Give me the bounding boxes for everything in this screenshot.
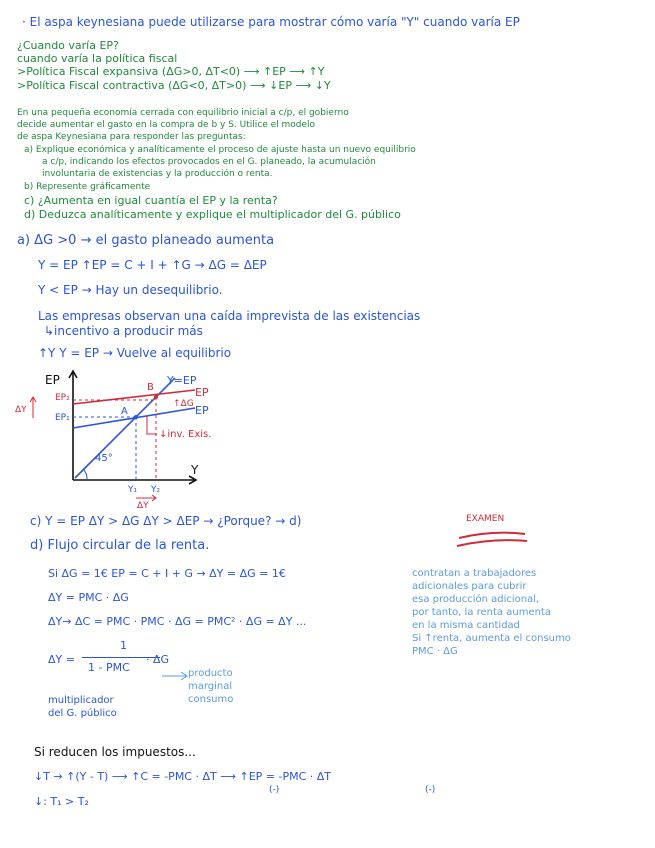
frac-post: · ΔG — [146, 653, 170, 666]
line-45 — [75, 378, 175, 478]
note-line: esa producción adicional, — [412, 594, 540, 605]
intro-q3: >Política Fiscal expansiva (ΔG>0, ΔT<0) ⟶ ↑EP ⟶ ↑Y — [17, 65, 325, 78]
dy-bottom-label: ΔY — [137, 501, 149, 508]
intro-q1: ¿Cuando varía EP? — [17, 39, 119, 52]
answer-d-l1: Si ΔG = 1€ EP = C + I + G → ΔY = ΔG = 1€ — [48, 567, 286, 580]
pmc-arrow — [160, 670, 190, 682]
ep1-label: EP₁ — [55, 413, 70, 423]
inv-label: ↓inv. Exis. — [159, 429, 212, 440]
frac-pre: ΔY = — [48, 653, 75, 666]
note-line: contratan a trabajadores — [412, 568, 537, 579]
x-axis-label: Y — [191, 463, 199, 477]
exercise-c: c) ¿Aumenta en igual cuantía el EP y la renta? — [24, 194, 278, 207]
inv-arrow — [147, 416, 157, 434]
dg-label: ↑ΔG — [173, 399, 194, 409]
point-a: A — [121, 406, 128, 417]
pmc-label-1: producto — [188, 668, 233, 679]
note-line: adicionales para cubrir — [412, 581, 527, 592]
keynesian-cross-graph — [15, 368, 255, 508]
note-line: en la misma cantidad — [412, 620, 521, 631]
exercise-a1: a) Explique económica y analíticamente el proceso de ajuste hasta un nuevo equilibrio — [24, 145, 416, 155]
dy-left-label: ΔY — [15, 405, 27, 415]
dy-left-arrow — [30, 397, 36, 418]
answer-d-l2: ΔY = PMC · ΔG — [48, 591, 129, 604]
exercise-a2: a c/p, indicando los efectos provocados en el G. planeado, la acumulación — [42, 157, 376, 167]
y1-label: Y₁ — [128, 485, 138, 495]
note-line: PMC · ΔG — [412, 646, 458, 657]
exercise-d: d) Deduzca analíticamente y explique el multiplicador del G. público — [24, 208, 401, 221]
examen-tag: EXAMEN — [466, 514, 505, 524]
exercise-p3: de aspa Keynesiana para responder las preguntas: — [17, 132, 246, 142]
point-a-marker — [134, 415, 138, 419]
note-line: por tanto, la renta aumenta — [412, 607, 551, 618]
taxes-neg-2: (-) — [425, 785, 436, 795]
pmc-label-2: marginal — [188, 681, 233, 692]
answer-d-title: d) Flujo circular de la renta. — [30, 538, 210, 553]
x-axis — [73, 476, 196, 484]
y2-label: Y₂ — [151, 485, 161, 495]
ep-old-label: EP — [195, 404, 209, 417]
exercise-a3: involuntaria de existencias y la producción o renta. — [42, 169, 273, 179]
ep2-label: EP₂ — [55, 393, 70, 403]
angle-arc — [83, 469, 87, 480]
mult-label-2: del G. público — [48, 708, 117, 719]
examen-underline — [455, 528, 530, 550]
intro-title: · El aspa keynesiana puede utilizarse para mostrar cómo varía "Y" cuando varía EP — [22, 15, 520, 29]
note-line: Si ↑renta, aumenta el consumo — [412, 633, 571, 644]
pmc-label-3: consumo — [188, 694, 234, 705]
ep-new-label: EP — [195, 386, 209, 399]
answer-c-line: c) Y = EP ΔY > ΔG ΔY > ΔEP → ¿Porque? → d) — [30, 514, 302, 528]
ep-old-line — [73, 408, 195, 428]
point-b: B — [147, 382, 154, 393]
intro-q4: >Política Fiscal contractiva (ΔG<0, ΔT>0) ⟶ ↓EP ⟶ ↓Y — [17, 79, 331, 92]
answer-a-l2: Y = EP ↑EP = C + I + ↑G → ΔG = ΔEP — [38, 258, 267, 272]
taxes-l2: ↓: T₁ > T₂ — [34, 795, 89, 808]
taxes-title: Si reducen los impuestos... — [34, 745, 196, 759]
exercise-b: b) Represente gráficamente — [24, 182, 151, 192]
exercise-p1: En una pequeña economía cerrada con equilibrio inicial a c/p, el gobierno — [17, 108, 349, 118]
answer-a-l6: ↑Y Y = EP → Vuelve al equilibrio — [38, 346, 232, 360]
y-axis-label: EP — [45, 373, 60, 387]
taxes-neg-1: (-) — [269, 785, 280, 795]
answer-a-l5: ↳incentivo a producir más — [44, 324, 203, 338]
intro-q2: cuando varía la política fiscal — [17, 52, 178, 65]
taxes-l1: ↓T → ↑(Y - T) ⟶ ↑C = -PMC · ΔT ⟶ ↑EP = -PMC · ΔT — [34, 770, 332, 783]
answer-d-l3: ΔY→ ΔC = PMC · PMC · ΔG = PMC² · ΔG = ΔY ... — [48, 615, 307, 628]
answer-a-l1: a) ΔG >0 → el gasto planeado aumenta — [17, 233, 275, 248]
point-b-marker — [154, 395, 158, 399]
answer-a-l3: Y < EP → Hay un desequilibrio. — [38, 283, 223, 297]
angle-label: 45° — [95, 453, 113, 464]
frac-den: 1 - PMC — [88, 661, 130, 674]
y-axis — [69, 371, 77, 480]
mult-label-1: multiplicador — [48, 695, 114, 706]
answer-a-l4: Las empresas observan una caída imprevista de las existencias — [38, 309, 421, 323]
exercise-p2: decide aumentar el gasto en la compra de b y S. Utilice el modelo — [17, 120, 316, 130]
line-45-label: Y=EP — [167, 374, 197, 387]
frac-num: 1 — [120, 639, 127, 652]
